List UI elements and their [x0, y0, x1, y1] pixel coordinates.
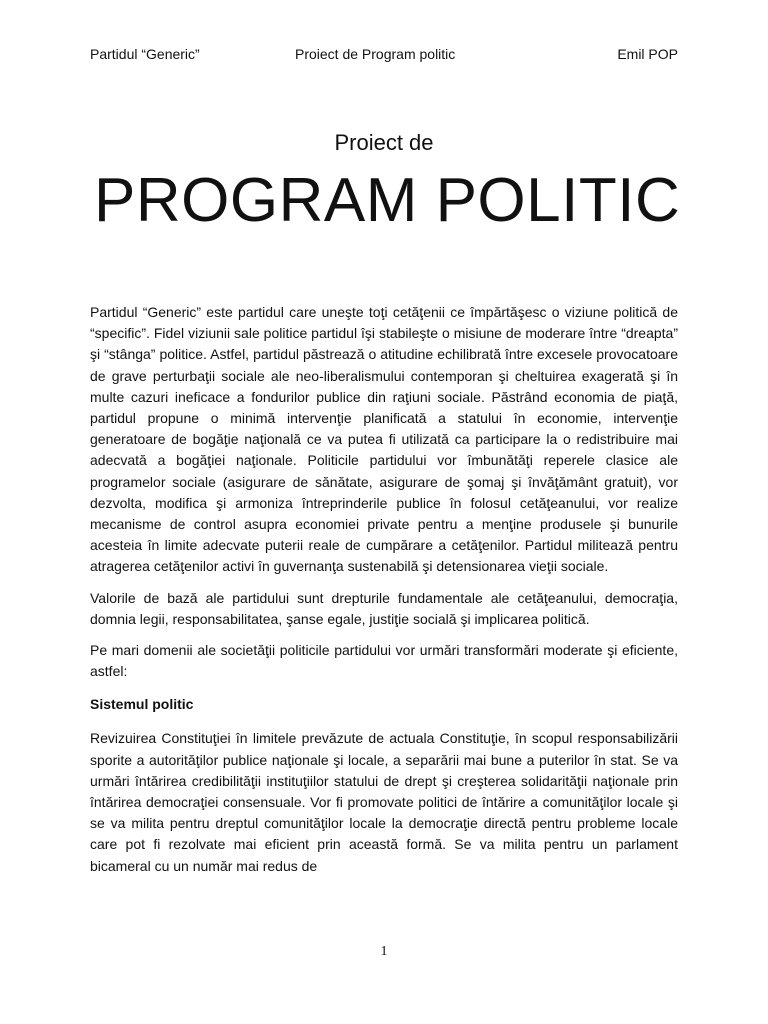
section-heading: Sistemul politic	[90, 696, 194, 713]
page-number: 1	[380, 944, 388, 959]
page-header	[90, 44, 678, 64]
document-subtitle: Proiect de	[334, 130, 434, 155]
header-document-title: Proiect de Program politic	[295, 46, 456, 62]
document-title: PROGRAM POLITIC	[94, 166, 681, 235]
paragraph-domains: Pe mari domenii ale societăţii politicile partidului vor urmări transformări moderate şi eficiente, astfel:	[90, 642, 678, 680]
header-author: Emil POP	[617, 46, 678, 62]
document-body	[90, 302, 678, 887]
header-party-name: Partidul “Generic”	[90, 46, 200, 62]
paragraph-political-system: Revizuirea Constituţiei în limitele prevăzute de actuala Constituţie, în scopul responsabilizării sporite a autorităţilor publice naţionale şi locale, a separării mai bune a puterilor în stat. Se va urmări întărirea credibilităţii instituţiilor statului de drept şi creşterea solidarităţii naţionale prin întărirea democraţiei consensuale. Vor fi promovate politici de întărire a comunităţilor locale şi se va milita pentru dreptul comunităţilor locale la democraţie directă pentru probleme locale care pot fi rezolvate mai eficient prin această formă. Se va milita pentru un parlament bicameral cu un număr mai redus de	[90, 730, 678, 874]
paragraph-values: Valorile de bază ale partidului sunt drepturile fundamentale ale cetăţeanului, democraţia, domnia legii, responsabilitatea, şanse egale, justiţie socială şi implicarea politică.	[90, 589, 678, 627]
paragraph-intro: Partidul “Generic” este partidul care uneşte toţi cetăţenii ce împărtăşesc o viziune politică de “specific”. Fidel viziunii sale politice partidul îşi stabileşte o misiune de moderare între “dreapta” şi “stânga” politice. Astfel, partidul păstrează o atitudine echilibrată între excesele provocatoare de grave perturbaţii sociale ale neo-liberalismului contemporan şi cheltuirea exagerată şi în multe cazuri ineficace a fondurilor publice din raţiuni sociale. Păstrând economia de piaţă, partidul propune o minimă intervenţie planificată a statului în economie, intervenţie generatoare de bogăţie naţională ce va putea fi utilizată ca participare la o redistribuire mai adecvată a bogăţiei naţionale. Politicile partidului vor îmbunătăţi reperele clasice ale programelor sociale (asigurare de sănătate, asigurare de şomaj şi învăţământ gratuit), vor dezvolta, modifica şi armoniza întreprinderile publice în folosul cetăţeanului, vor realize mecanisme de control asupra economiei private pentru a menţine produsele şi bunurile acesteia în limite adecvate puterii reale de cumpărare a cetăţenilor. Partidul militează pentru atragerea cetăţenilor activi în guvernanţa sustenabilă şi detensionarea vieţii sociale.	[90, 304, 678, 575]
